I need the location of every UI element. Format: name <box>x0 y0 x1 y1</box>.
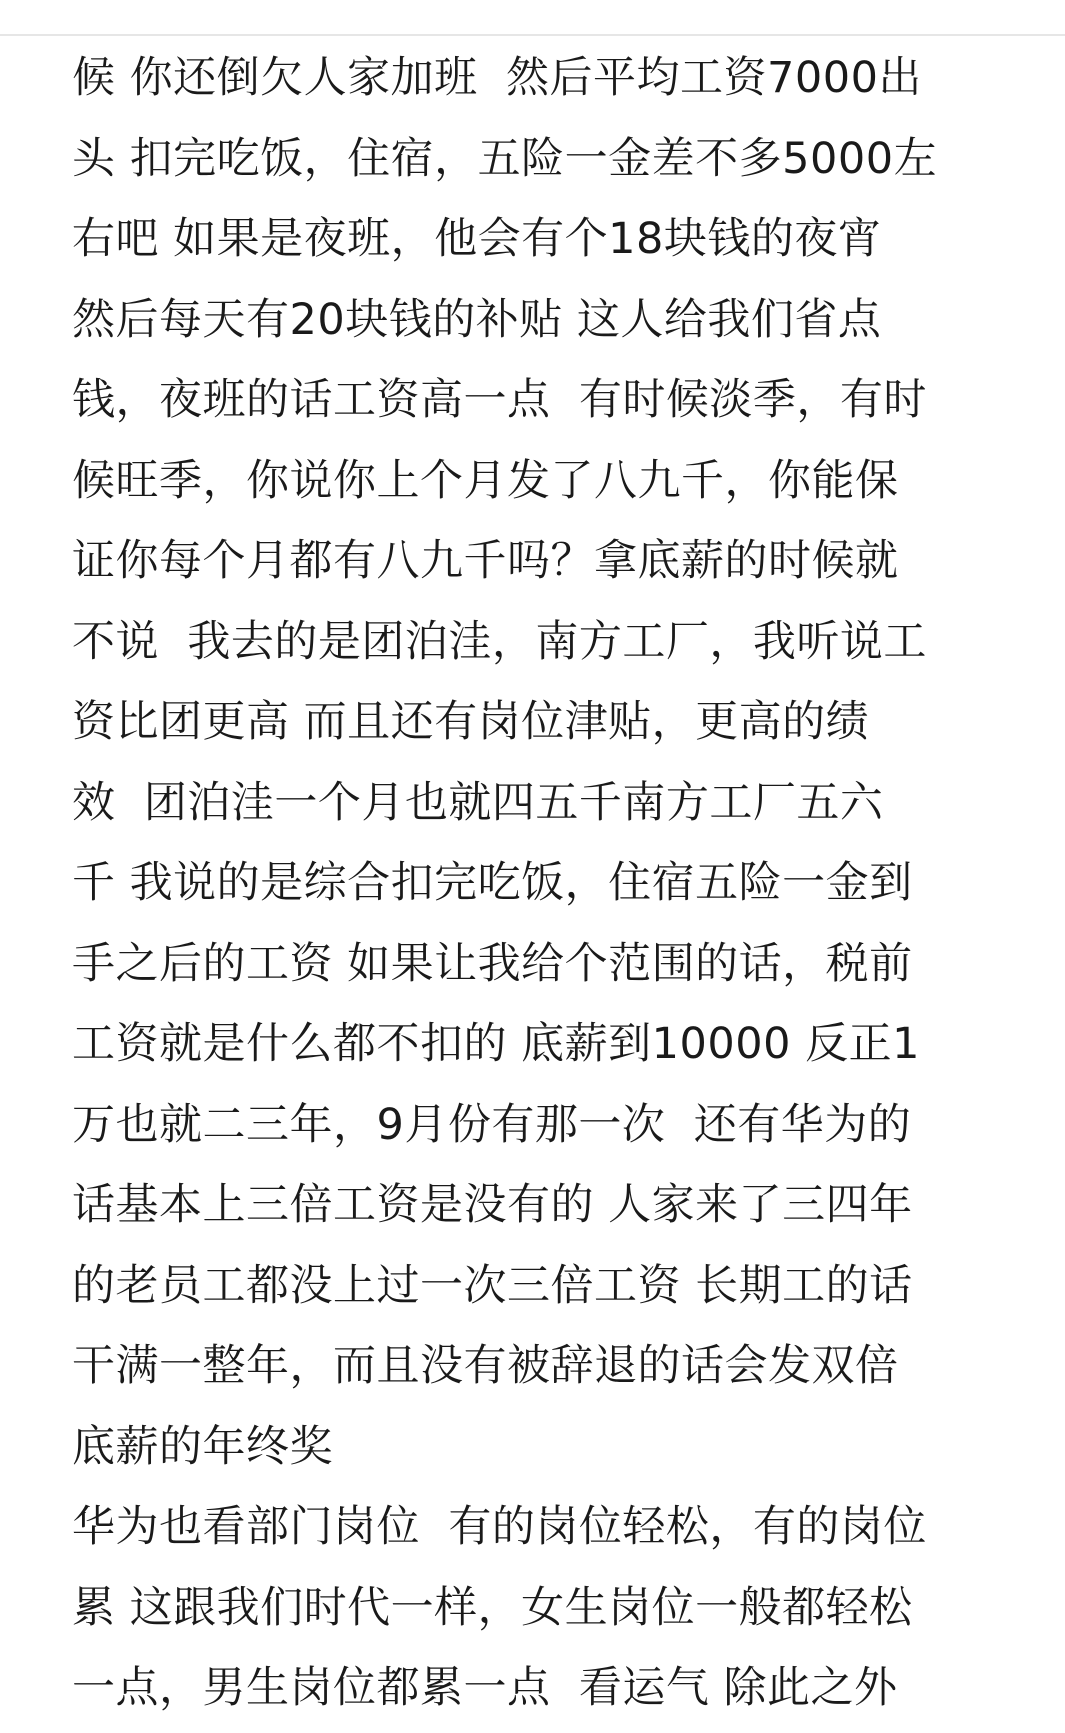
text-line: 万也就二三年，9月份有那一次 还有华为的 <box>72 1099 912 1150</box>
text-line: 累 这跟我们时代一样，女生岗位一般都轻松 <box>72 1582 913 1633</box>
header-divider <box>0 34 1065 36</box>
text-line: 钱，夜班的话工资高一点 有时候淡季，有时 <box>72 375 927 425</box>
article-body <box>72 38 1022 1729</box>
text-line: 证你每个月都有八九千吗？拿底薪的时候就 <box>72 536 899 586</box>
text-line: 一点，男生岗位都累一点 看运气 除此之外 <box>72 1663 898 1713</box>
text-line: 华为也看部门岗位 有的岗位轻松，有的岗位 <box>72 1502 927 1552</box>
text-line: 右吧 如果是夜班，他会有个18块钱的夜宵 <box>72 214 882 264</box>
text-line: 效 团泊洼一个月也就四五千南方工厂五六 <box>72 777 884 828</box>
text-line: 资比团更高 而且还有岗位津贴，更高的绩 <box>72 697 870 747</box>
text-line: 然后每天有20块钱的补贴 这人给我们省点 <box>72 294 882 345</box>
text-line: 干满一整年，而且没有被辞退的话会发双倍 <box>72 1341 899 1391</box>
text-line: 手之后的工资 如果让我给个范围的话，税前 <box>72 938 913 989</box>
text-line: 的老员工都没上过一次三倍工资 长期工的话 <box>72 1260 913 1311</box>
text-line: 千 我说的是综合扣完吃饭，住宿五险一金到 <box>72 858 913 908</box>
text-line: 头 扣完吃饭，住宿，五险一金差不多5000左 <box>72 133 938 184</box>
text-line: 候旺季，你说你上个月发了八九千，你能保 <box>72 455 899 506</box>
text-line: 话基本上三倍工资是没有的 人家来了三四年 <box>72 1180 913 1230</box>
text-line: 工资就是什么都不扣的 底薪到10000 反正1 <box>72 1019 920 1069</box>
text-line: 底薪的年终奖 <box>72 1421 333 1472</box>
text-line: 不说 我去的是团泊洼，南方工厂，我听说工 <box>72 616 927 667</box>
text-line: 候 你还倒欠人家加班 然后平均工资7000出 <box>72 53 922 103</box>
clipped-header-area <box>0 0 1065 2</box>
